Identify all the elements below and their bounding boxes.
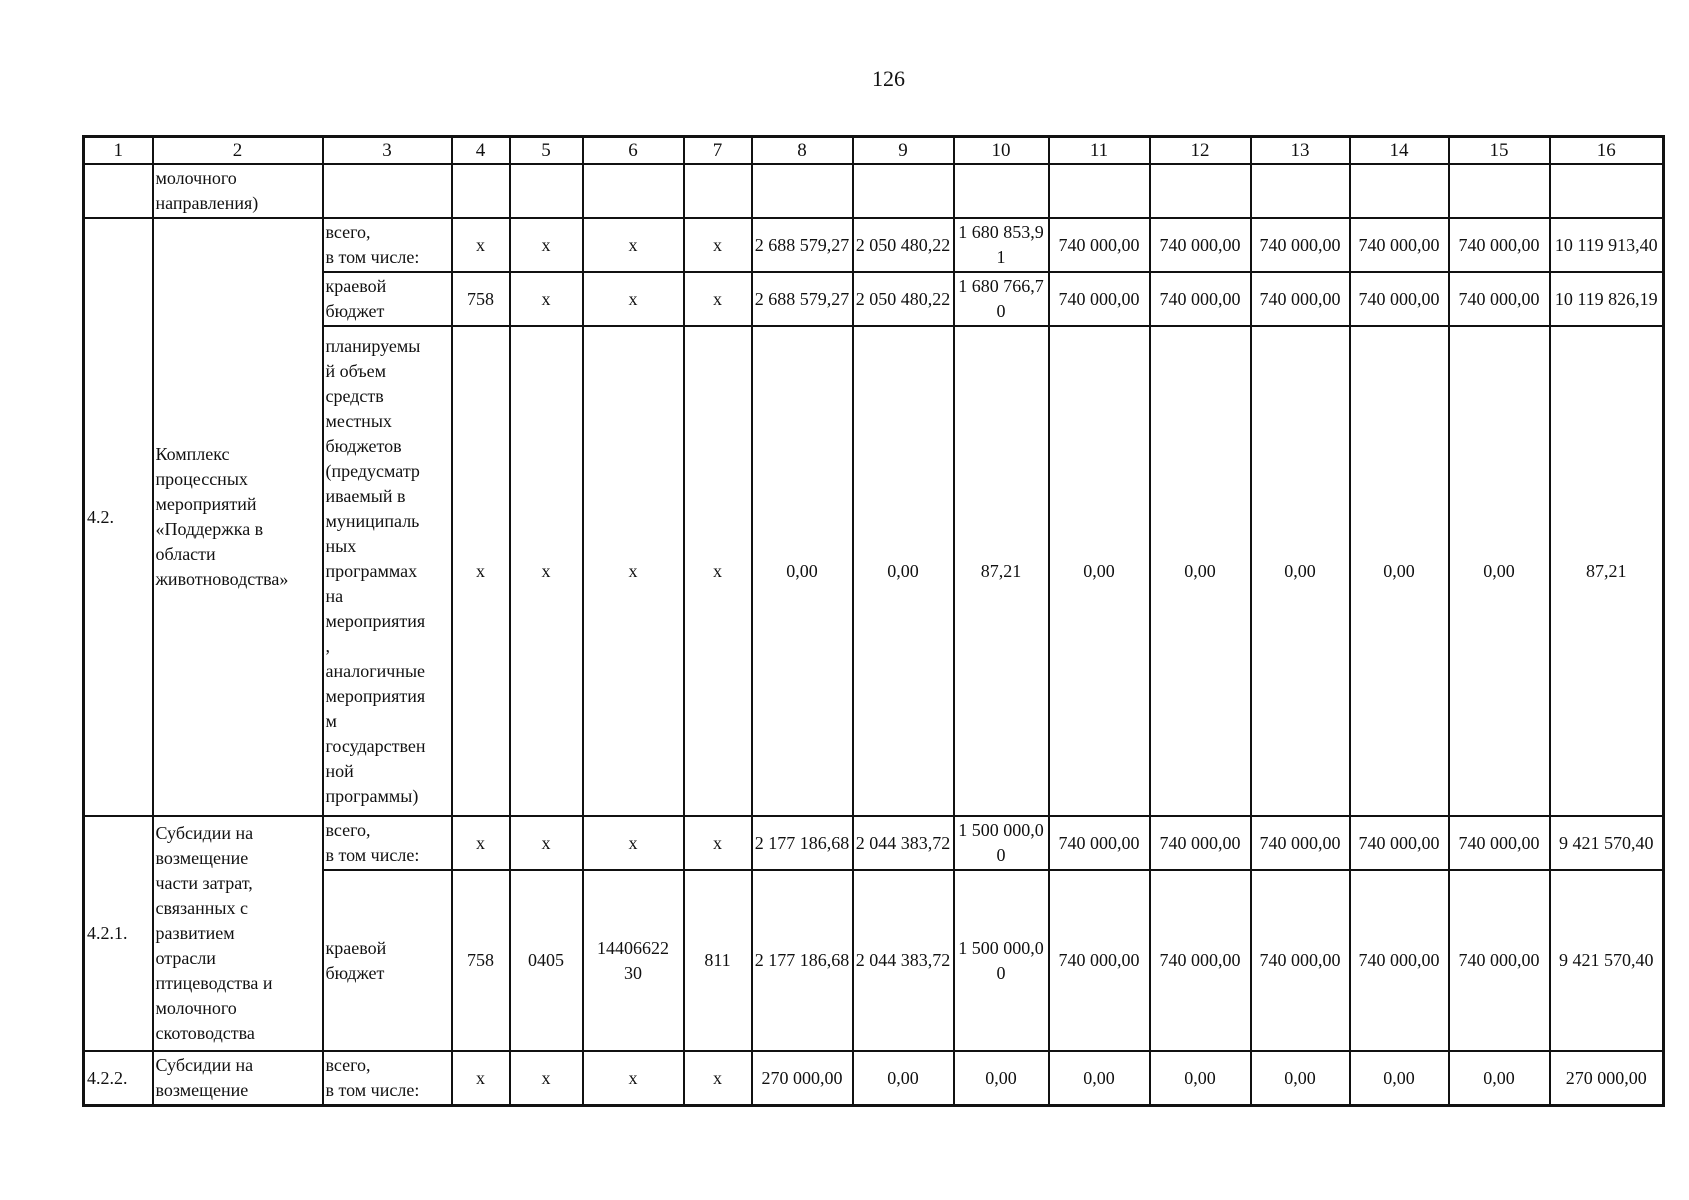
empty-cell bbox=[752, 164, 853, 218]
column-header: 15 bbox=[1449, 137, 1550, 165]
cell-c10: 1 680 853,9 1 bbox=[954, 218, 1049, 272]
cell-c15: 740 000,00 bbox=[1449, 272, 1550, 326]
column-header: 13 bbox=[1251, 137, 1350, 165]
cell-c4: 758 bbox=[452, 870, 510, 1051]
cell-c12: 740 000,00 bbox=[1150, 870, 1251, 1051]
cell-c16: 10 119 826,19 bbox=[1550, 272, 1664, 326]
cell-c14: 0,00 bbox=[1350, 1051, 1449, 1106]
column-header: 7 bbox=[684, 137, 752, 165]
cell-c8: 270 000,00 bbox=[752, 1051, 853, 1106]
cell-c12: 0,00 bbox=[1150, 1051, 1251, 1106]
cell-c12: 740 000,00 bbox=[1150, 272, 1251, 326]
column-header: 1 bbox=[84, 137, 153, 165]
funding-source: краевой бюджет bbox=[323, 272, 452, 326]
cell-c10: 1 500 000,0 0 bbox=[954, 870, 1049, 1051]
cell-c11: 740 000,00 bbox=[1049, 272, 1150, 326]
page-number: 126 bbox=[872, 66, 905, 91]
cell-c15: 740 000,00 bbox=[1449, 218, 1550, 272]
cell-c6: x bbox=[583, 326, 684, 816]
cell-c14: 740 000,00 bbox=[1350, 272, 1449, 326]
cell-c14: 740 000,00 bbox=[1350, 870, 1449, 1051]
cell-c10: 1 680 766,7 0 bbox=[954, 272, 1049, 326]
cell-c4: x bbox=[452, 1051, 510, 1106]
cell-c8: 2 688 579,27 bbox=[752, 272, 853, 326]
measure-name: Субсидии на возмещение части затрат, связанных с развитием отрасли птицеводства и молочного скотоводства bbox=[153, 816, 323, 1051]
column-header: 12 bbox=[1150, 137, 1251, 165]
cell-c11: 740 000,00 bbox=[1049, 218, 1150, 272]
cell-c6: x bbox=[583, 1051, 684, 1106]
column-header: 6 bbox=[583, 137, 684, 165]
cell-c13: 740 000,00 bbox=[1251, 816, 1350, 870]
empty-cell bbox=[1550, 164, 1664, 218]
empty-cell bbox=[1150, 164, 1251, 218]
cell-c13: 740 000,00 bbox=[1251, 218, 1350, 272]
budget-table bbox=[82, 135, 1665, 1107]
column-header: 14 bbox=[1350, 137, 1449, 165]
empty-cell bbox=[1251, 164, 1350, 218]
column-header: 9 bbox=[853, 137, 954, 165]
cell-c5: x bbox=[510, 1051, 583, 1106]
cell-c8: 0,00 bbox=[752, 326, 853, 816]
cell-c5: x bbox=[510, 218, 583, 272]
cell-c8: 2 688 579,27 bbox=[752, 218, 853, 272]
cell-c10: 1 500 000,0 0 bbox=[954, 816, 1049, 870]
cell-c16: 9 421 570,40 bbox=[1550, 870, 1664, 1051]
cell-c14: 740 000,00 bbox=[1350, 816, 1449, 870]
column-header: 10 bbox=[954, 137, 1049, 165]
column-header: 8 bbox=[752, 137, 853, 165]
empty-cell bbox=[583, 164, 684, 218]
cell-c13: 0,00 bbox=[1251, 326, 1350, 816]
cell-c8: 2 177 186,68 bbox=[752, 816, 853, 870]
cell-c12: 740 000,00 bbox=[1150, 816, 1251, 870]
cell-c5: x bbox=[510, 326, 583, 816]
empty-cell bbox=[510, 164, 583, 218]
cell-c5: x bbox=[510, 272, 583, 326]
cell-c11: 740 000,00 bbox=[1049, 870, 1150, 1051]
cell-c7: x bbox=[684, 272, 752, 326]
cell-c14: 0,00 bbox=[1350, 326, 1449, 816]
cell-c9: 2 044 383,72 bbox=[853, 816, 954, 870]
cell-c7: x bbox=[684, 218, 752, 272]
cell-c16: 270 000,00 bbox=[1550, 1051, 1664, 1106]
cell-c4: x bbox=[452, 218, 510, 272]
cell-c6: x bbox=[583, 816, 684, 870]
cell-c4: x bbox=[452, 326, 510, 816]
cell-c4: x bbox=[452, 816, 510, 870]
cell-c15: 0,00 bbox=[1449, 326, 1550, 816]
cell-c4: 758 bbox=[452, 272, 510, 326]
cell-c10: 87,21 bbox=[954, 326, 1049, 816]
cell-c12: 740 000,00 bbox=[1150, 218, 1251, 272]
cell-c5: 0405 bbox=[510, 870, 583, 1051]
row-number: 4.2. bbox=[84, 218, 153, 816]
cell-c6: x bbox=[583, 272, 684, 326]
row-number-cell bbox=[84, 164, 153, 218]
cell-c15: 0,00 bbox=[1449, 1051, 1550, 1106]
column-header: 5 bbox=[510, 137, 583, 165]
cell-c7: x bbox=[684, 326, 752, 816]
cell-c13: 0,00 bbox=[1251, 1051, 1350, 1106]
empty-cell bbox=[323, 164, 452, 218]
cell-c6: 14406622 30 bbox=[583, 870, 684, 1051]
cell-c7: x bbox=[684, 1051, 752, 1106]
funding-source: всего, в том числе: bbox=[323, 218, 452, 272]
empty-cell bbox=[853, 164, 954, 218]
column-header: 11 bbox=[1049, 137, 1150, 165]
funding-source: планируемы й объем средств местных бюджетов (предусматр иваемый в муниципаль ных программах на мероприятия , аналогичные мероприятия м государствен ной программы) bbox=[323, 326, 452, 816]
table-row bbox=[84, 164, 1664, 218]
cell-c13: 740 000,00 bbox=[1251, 870, 1350, 1051]
funding-source: краевой бюджет bbox=[323, 870, 452, 1051]
cell-c16: 9 421 570,40 bbox=[1550, 816, 1664, 870]
cell-c9: 2 050 480,22 bbox=[853, 218, 954, 272]
empty-cell bbox=[452, 164, 510, 218]
cell-c9: 2 050 480,22 bbox=[853, 272, 954, 326]
cell-c15: 740 000,00 bbox=[1449, 816, 1550, 870]
empty-cell bbox=[1350, 164, 1449, 218]
column-header: 4 bbox=[452, 137, 510, 165]
cell-c5: x bbox=[510, 816, 583, 870]
cell-c11: 0,00 bbox=[1049, 1051, 1150, 1106]
empty-cell bbox=[684, 164, 752, 218]
cell-c10: 0,00 bbox=[954, 1051, 1049, 1106]
cell-c9: 2 044 383,72 bbox=[853, 870, 954, 1051]
cell-c16: 10 119 913,40 bbox=[1550, 218, 1664, 272]
cell-c16: 87,21 bbox=[1550, 326, 1664, 816]
funding-source: всего, в том числе: bbox=[323, 1051, 452, 1106]
cell-c6: x bbox=[583, 218, 684, 272]
column-header-row bbox=[84, 137, 1664, 165]
column-header: 16 bbox=[1550, 137, 1664, 165]
cell-c14: 740 000,00 bbox=[1350, 218, 1449, 272]
column-header: 3 bbox=[323, 137, 452, 165]
measure-name: молочного направления) bbox=[153, 164, 323, 218]
cell-c11: 740 000,00 bbox=[1049, 816, 1150, 870]
empty-cell bbox=[1049, 164, 1150, 218]
measure-name: Комплекс процессных мероприятий «Поддержка в области животноводства» bbox=[153, 218, 323, 816]
cell-c7: 811 bbox=[684, 870, 752, 1051]
cell-c9: 0,00 bbox=[853, 1051, 954, 1106]
cell-c11: 0,00 bbox=[1049, 326, 1150, 816]
table-row bbox=[84, 816, 1664, 870]
row-number: 4.2.2. bbox=[84, 1051, 153, 1106]
cell-c15: 740 000,00 bbox=[1449, 870, 1550, 1051]
empty-cell bbox=[954, 164, 1049, 218]
column-header: 2 bbox=[153, 137, 323, 165]
cell-c13: 740 000,00 bbox=[1251, 272, 1350, 326]
table-row bbox=[84, 218, 1664, 272]
table-row bbox=[84, 1051, 1664, 1106]
cell-c12: 0,00 bbox=[1150, 326, 1251, 816]
funding-source: всего, в том числе: bbox=[323, 816, 452, 870]
empty-cell bbox=[1449, 164, 1550, 218]
measure-name: Субсидии на возмещение bbox=[153, 1051, 323, 1106]
cell-c9: 0,00 bbox=[853, 326, 954, 816]
row-number: 4.2.1. bbox=[84, 816, 153, 1051]
cell-c8: 2 177 186,68 bbox=[752, 870, 853, 1051]
cell-c7: x bbox=[684, 816, 752, 870]
